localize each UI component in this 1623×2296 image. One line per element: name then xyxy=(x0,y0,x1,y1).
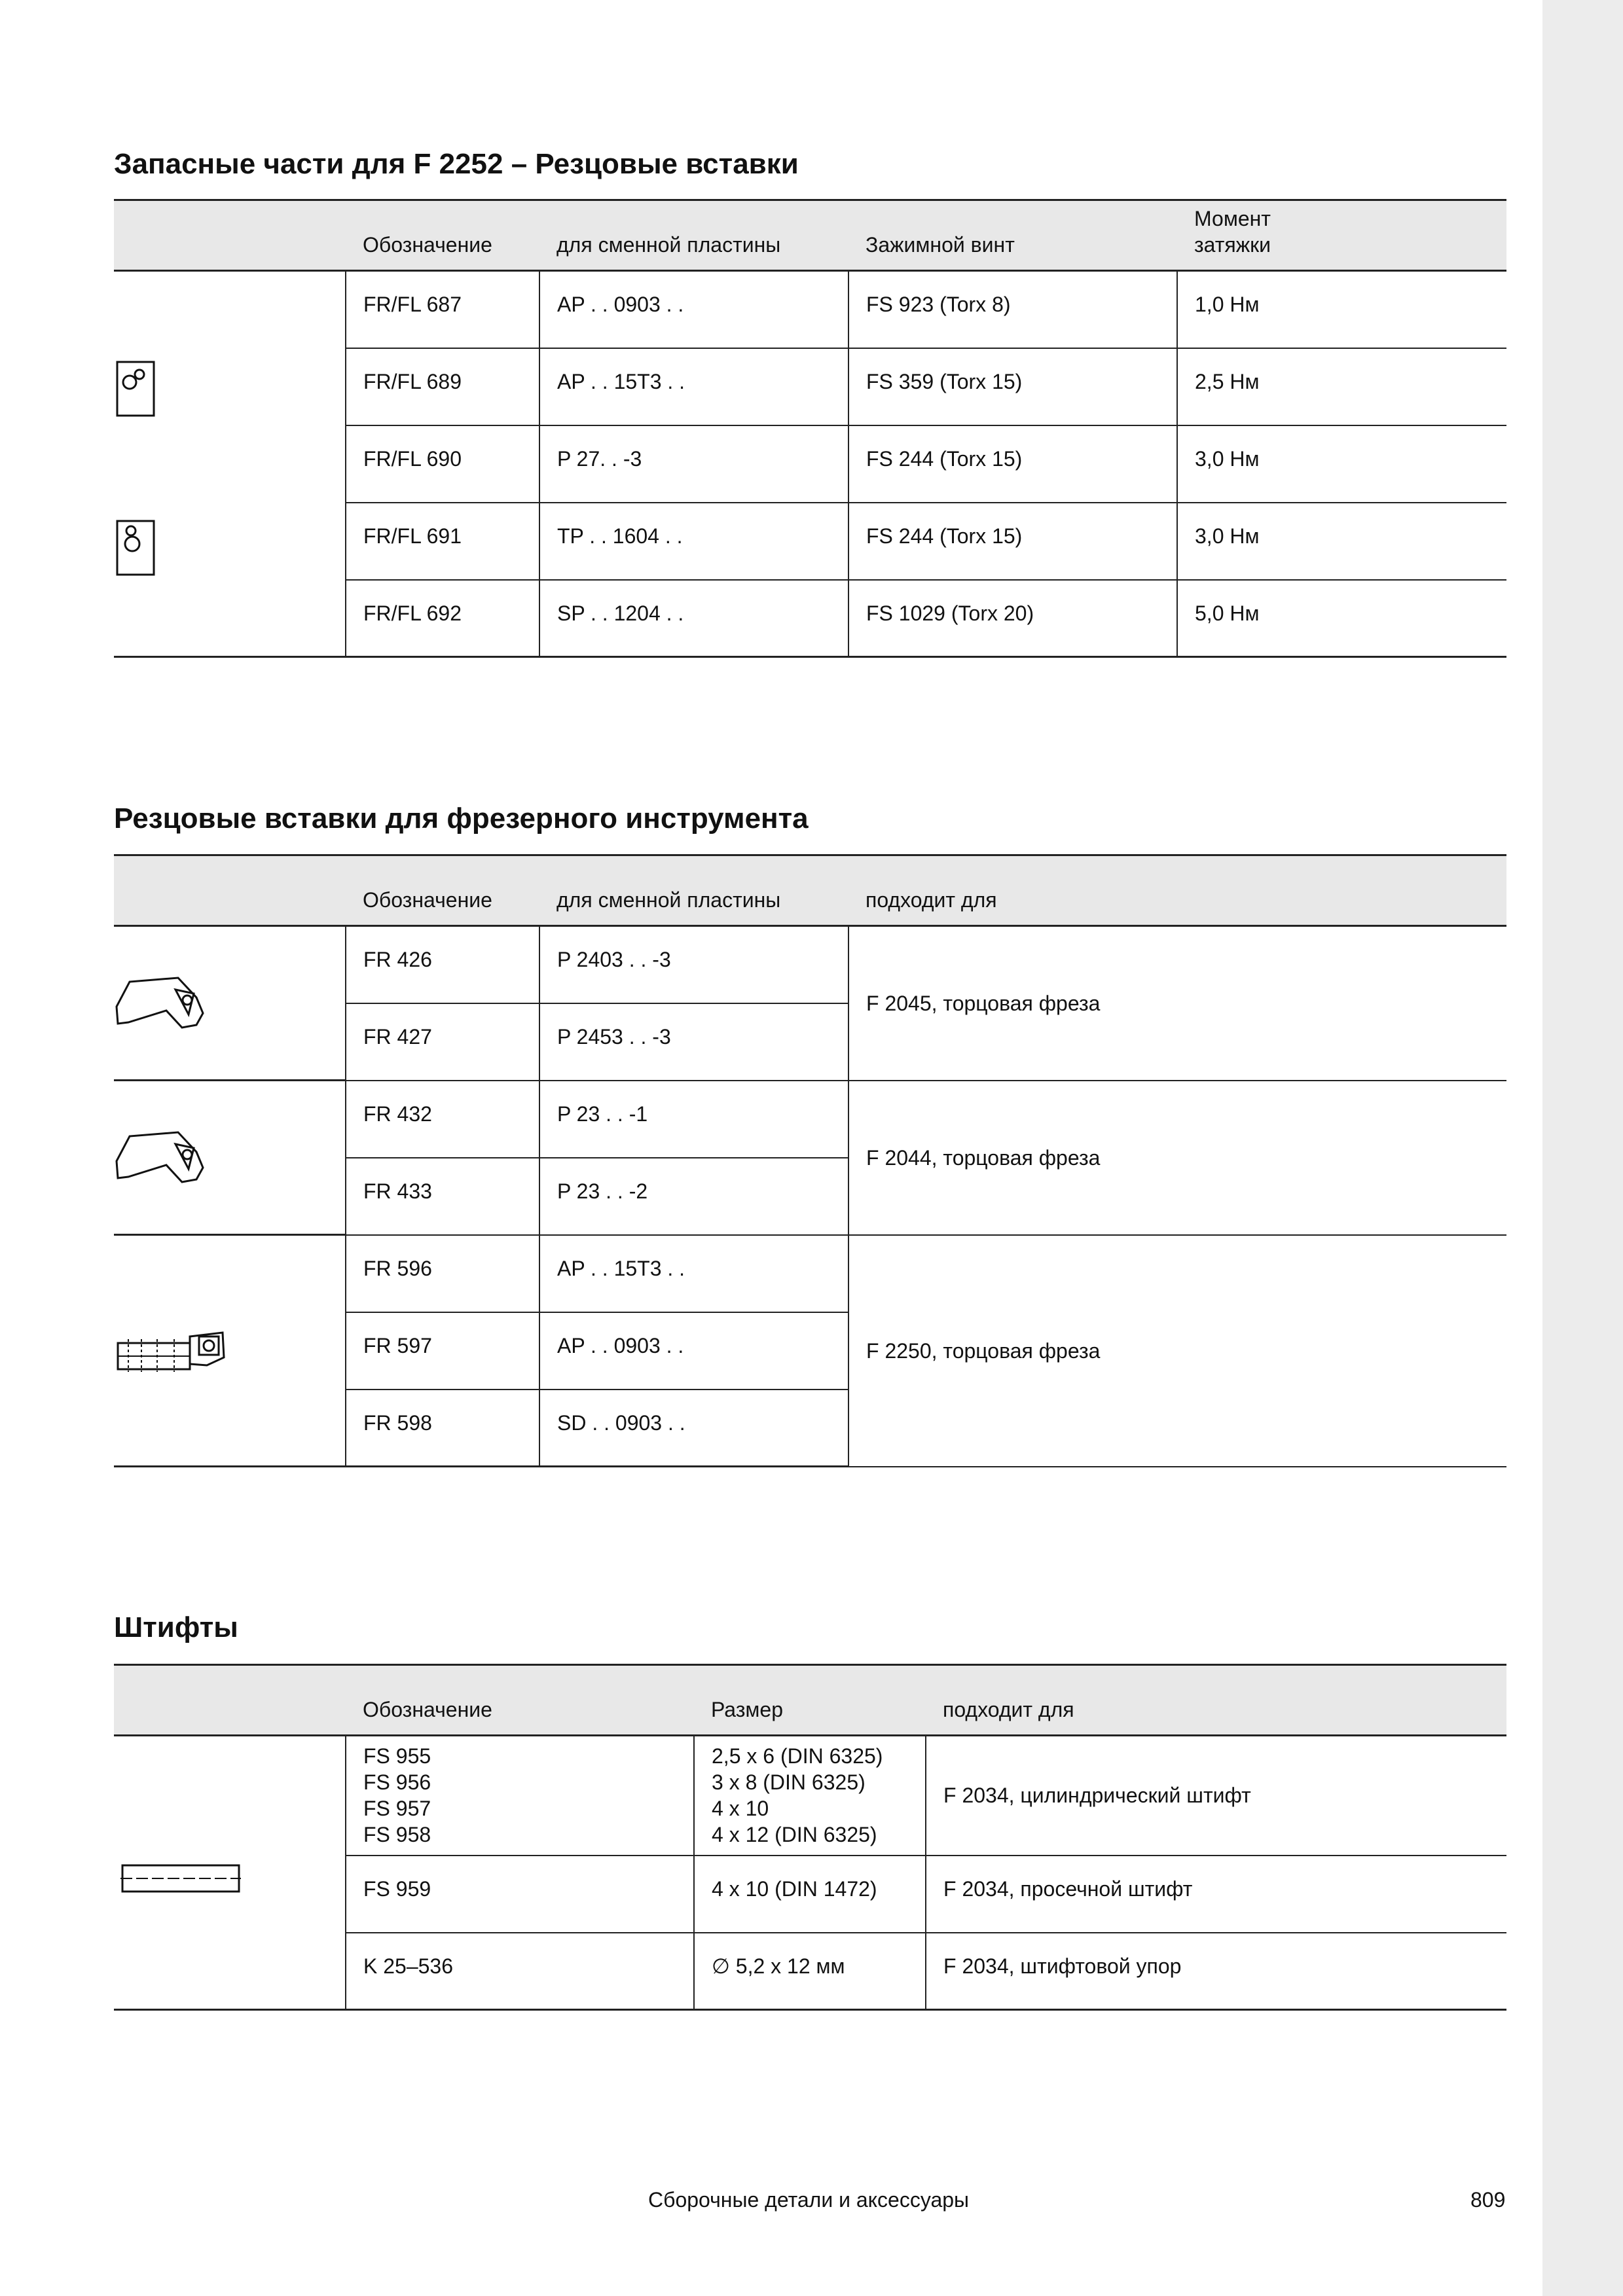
cell-insert: TP . . 1604 . . xyxy=(539,503,848,580)
cell-torque: 1,0 Нм xyxy=(1177,271,1506,348)
section-title-spare-parts: Запасные части для F 2252 – Резцовые вставки xyxy=(114,148,799,180)
header-empty xyxy=(114,200,346,271)
cell-designation-list: FS 955 FS 956 FS 957 FS 958 xyxy=(346,1736,694,1856)
cell-insert: AP . . 15T3 . . xyxy=(539,348,848,425)
cell-insert: AP . . 15T3 . . xyxy=(539,1235,848,1312)
icon-cell xyxy=(114,1081,346,1235)
cell-designation: FR/FL 692 xyxy=(346,580,539,657)
header-torque: Момент затяжки xyxy=(1177,200,1506,271)
icon-cell xyxy=(114,1235,346,1467)
cell-insert: SP . . 1204 . . xyxy=(539,580,848,657)
header-insert: для сменной пластины xyxy=(539,200,848,271)
header-empty xyxy=(114,1665,346,1736)
header-fits: подходит для xyxy=(926,1665,1506,1736)
section-title-milling-inserts: Резцовые вставки для фрезерного инструмента xyxy=(114,802,809,834)
cell-designation: K 25–536 xyxy=(346,1933,694,2010)
spare-parts-table xyxy=(114,199,1506,658)
cell-fits: F 2034, просечной штифт xyxy=(926,1856,1506,1933)
header-designation: Обозначение xyxy=(346,1665,694,1736)
section-title-pins: Штифты xyxy=(114,1611,238,1643)
header-insert: для сменной пластины xyxy=(539,855,848,926)
icon-cell xyxy=(114,926,346,1081)
header-screw: Зажимной винт xyxy=(848,200,1177,271)
cell-designation: FR 596 xyxy=(346,1235,539,1312)
cell-size-list: 2,5 x 6 (DIN 6325) 3 x 8 (DIN 6325) 4 x 10 4 x 12 (DIN 6325) xyxy=(694,1736,926,1856)
cassette-icon xyxy=(115,1329,227,1374)
header-empty xyxy=(114,855,346,926)
cell-fits: F 2044, торцовая фреза xyxy=(848,1081,1506,1235)
cell-torque: 2,5 Нм xyxy=(1177,348,1506,425)
header-designation: Обозначение xyxy=(346,855,539,926)
cell-size: 4 x 10 (DIN 1472) xyxy=(694,1856,926,1933)
cell-insert: P 23 . . -1 xyxy=(539,1081,848,1158)
cell-torque: 5,0 Нм xyxy=(1177,580,1506,657)
page-edge-bar xyxy=(1542,0,1623,2296)
cell-insert: AP . . 0903 . . xyxy=(539,271,848,348)
cell-designation: FR/FL 689 xyxy=(346,348,539,425)
cell-designation: FS 959 xyxy=(346,1856,694,1933)
cell-insert: P 27. . -3 xyxy=(539,425,848,503)
cell-designation: FR 597 xyxy=(346,1312,539,1390)
cell-insert: AP . . 0903 . . xyxy=(539,1312,848,1390)
cell-designation: FR 427 xyxy=(346,1003,539,1081)
cartridge-icon xyxy=(114,1130,206,1185)
insert-holder-icon xyxy=(115,519,157,578)
header-designation: Обозначение xyxy=(346,200,539,271)
cell-designation: FR/FL 687 xyxy=(346,271,539,348)
header-size: Размер xyxy=(694,1665,926,1736)
cell-designation: FR 426 xyxy=(346,926,539,1003)
cell-screw: FS 244 (Torx 15) xyxy=(848,503,1177,580)
cell-screw: FS 359 (Torx 15) xyxy=(848,348,1177,425)
cell-designation: FR 598 xyxy=(346,1390,539,1467)
insert-holder-icon xyxy=(115,360,157,419)
page-number: 809 xyxy=(1470,2188,1506,2212)
cartridge-icon xyxy=(114,975,206,1030)
milling-inserts-table xyxy=(114,854,1506,1467)
cell-designation: FR/FL 690 xyxy=(346,425,539,503)
cell-fits: F 2034, цилиндрический штифт xyxy=(926,1736,1506,1856)
cell-designation: FR 432 xyxy=(346,1081,539,1158)
cell-screw: FS 1029 (Torx 20) xyxy=(848,580,1177,657)
icon-cell xyxy=(114,271,346,657)
cell-fits: F 2045, торцовая фреза xyxy=(848,926,1506,1081)
header-fits: подходит для xyxy=(848,855,1506,926)
pins-table xyxy=(114,1664,1506,2011)
cell-insert: P 2453 . . -3 xyxy=(539,1003,848,1081)
icon-cell xyxy=(114,1736,346,2010)
cell-designation: FR 433 xyxy=(346,1158,539,1235)
cell-size: ∅ 5,2 x 12 мм xyxy=(694,1933,926,2010)
cell-insert: SD . . 0903 . . xyxy=(539,1390,848,1467)
cell-torque: 3,0 Нм xyxy=(1177,425,1506,503)
cell-torque: 3,0 Нм xyxy=(1177,503,1506,580)
cell-screw: FS 244 (Torx 15) xyxy=(848,425,1177,503)
cell-insert: P 2403 . . -3 xyxy=(539,926,848,1003)
cell-fits: F 2250, торцовая фреза xyxy=(848,1235,1506,1467)
cell-designation: FR/FL 691 xyxy=(346,503,539,580)
cell-insert: P 23 . . -2 xyxy=(539,1158,848,1235)
cell-fits: F 2034, штифтовой упор xyxy=(926,1933,1506,2010)
footer-text: Сборочные детали и аксессуары xyxy=(648,2188,970,2212)
pin-icon xyxy=(120,1863,241,1893)
cell-screw: FS 923 (Torx 8) xyxy=(848,271,1177,348)
